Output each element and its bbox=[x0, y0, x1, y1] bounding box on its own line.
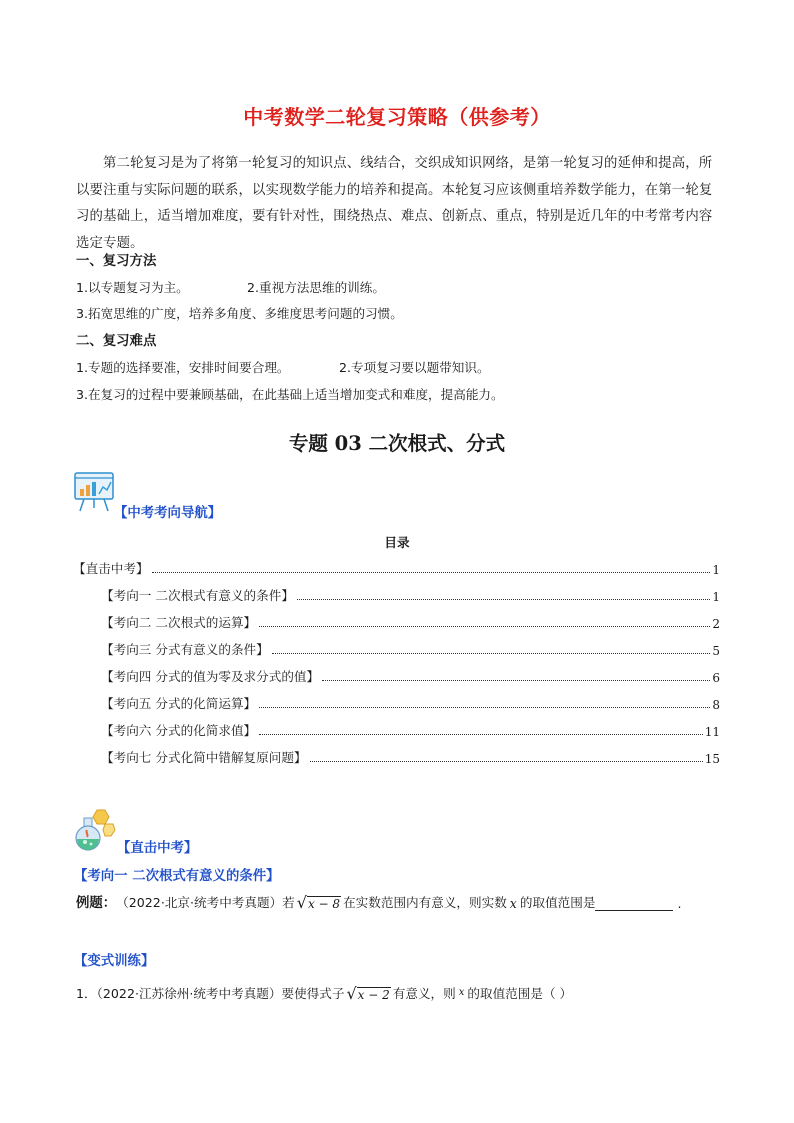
example-label: 例题： bbox=[76, 896, 117, 911]
method-item-3: 3.拓宽思维的广度，培养多角度、多维度思考问题的习惯。 bbox=[76, 306, 403, 321]
presentation-board-icon bbox=[72, 470, 116, 518]
toc-label: 【考向三 分式有意义的条件】 bbox=[101, 642, 269, 657]
toc-label: 【考向二 二次根式的运算】 bbox=[101, 615, 257, 630]
question-end: 的取值范围是（ ） bbox=[467, 986, 573, 1001]
toc-label: 【考向五 分式的化简运算】 bbox=[101, 696, 257, 711]
toc-page: 5 bbox=[712, 644, 720, 658]
sqrt-expression bbox=[346, 986, 390, 1002]
toc-page: 1 bbox=[712, 590, 720, 604]
toc-row[interactable] bbox=[101, 612, 720, 631]
method-item-2: 2.重视方法思维的训练。 bbox=[247, 280, 385, 295]
toc-leader bbox=[152, 572, 711, 573]
toc-leader bbox=[259, 734, 703, 735]
example-middle: 在实数范围内有意义，则实数 bbox=[343, 895, 507, 910]
toc-leader bbox=[259, 707, 710, 708]
toc-page: 8 bbox=[712, 698, 720, 712]
body-section-heading: 【直击中考】 bbox=[117, 841, 198, 856]
toc-leader bbox=[297, 599, 710, 600]
difficulty-item-1: 1.专题的选择要准，安排时间要合理。 bbox=[76, 360, 290, 375]
toc-leader bbox=[272, 653, 711, 654]
toc-label: 【考向四 分式的值为零及求分式的值】 bbox=[101, 669, 320, 684]
toc-row[interactable] bbox=[101, 747, 720, 766]
toc-page: 2 bbox=[712, 617, 720, 631]
strategy-title: 中考数学二轮复习策略（供参考） bbox=[243, 105, 551, 129]
toc-label: 【直击中考】 bbox=[73, 561, 149, 576]
toc-label: 【考向一 二次根式有意义的条件】 bbox=[101, 588, 294, 603]
example-period: . bbox=[677, 896, 682, 911]
toc-page: 6 bbox=[712, 671, 720, 685]
topic-title: 专题 03 二次根式、分式 bbox=[288, 432, 506, 455]
difficulty-item-3: 3.在复习的过程中要兼顾基础，在此基础上适当增加变式和难度，提高能力。 bbox=[76, 387, 504, 402]
nav-heading: 【中考考向导航】 bbox=[114, 506, 222, 521]
toc-row[interactable] bbox=[101, 693, 720, 712]
strategy-intro: 第二轮复习是为了将第一轮复习的知识点、线结合，交织成知识网络，是第一轮复习的延伸和提高，所以要注重与实际问题的联系，以实现数学能力的培养和提高。本轮复习应该侧重培养数学能力，在第一轮复习的基础上，适当增加难度，要有针对性，围绕热点、难点、创新点、重点，特别是近几年的中考常考内容选定专题。 bbox=[76, 156, 713, 251]
variable-x: x bbox=[509, 896, 517, 911]
toc-label: 【考向六 分式的化简求值】 bbox=[101, 723, 257, 738]
toc-page: 1 bbox=[712, 563, 720, 577]
direction-1-heading: 【考向一 二次根式有意义的条件】 bbox=[74, 869, 280, 884]
toc-page: 15 bbox=[704, 752, 720, 766]
toc-row[interactable] bbox=[101, 585, 720, 604]
toc-page: 11 bbox=[704, 725, 720, 739]
question-prefix: 1．（2022·江苏徐州·统考中考真题）要使得式子 bbox=[76, 986, 345, 1001]
toc-title: 目录 bbox=[384, 535, 410, 550]
section-heading-methods: 一、复习方法 bbox=[76, 254, 157, 269]
toc-row[interactable] bbox=[101, 639, 720, 658]
toc-leader bbox=[259, 626, 710, 627]
radical-sign: √ bbox=[296, 893, 307, 912]
example-problem bbox=[76, 892, 681, 911]
toc-row[interactable] bbox=[101, 666, 720, 685]
toc-row[interactable] bbox=[73, 558, 720, 577]
practice-heading: 【变式训练】 bbox=[74, 954, 155, 969]
variable-x: x bbox=[458, 987, 465, 998]
radicand: x − 8 bbox=[307, 897, 341, 911]
difficulty-item-2: 2.专项复习要以题带知识。 bbox=[339, 360, 490, 375]
example-source: （2022·北京·统考中考真题）若 bbox=[116, 895, 295, 910]
question-middle: 有意义，则 bbox=[392, 986, 456, 1001]
method-item-1: 1.以专题复习为主。 bbox=[76, 280, 189, 295]
section-heading-difficulties: 二、复习难点 bbox=[76, 334, 157, 349]
answer-blank[interactable] bbox=[595, 898, 673, 911]
example-end: 的取值范围是 bbox=[519, 895, 596, 910]
toc-leader bbox=[322, 680, 710, 681]
toc-row[interactable] bbox=[101, 720, 720, 739]
sqrt-expression bbox=[297, 895, 341, 911]
toc-label: 【考向七 分式化简中错解复原问题】 bbox=[101, 750, 307, 765]
chemistry-flask-icon bbox=[70, 806, 116, 856]
radicand: x − 2 bbox=[357, 988, 390, 1002]
practice-question-1 bbox=[76, 983, 572, 1002]
radical-sign: √ bbox=[346, 984, 357, 1003]
toc-leader bbox=[310, 761, 703, 762]
